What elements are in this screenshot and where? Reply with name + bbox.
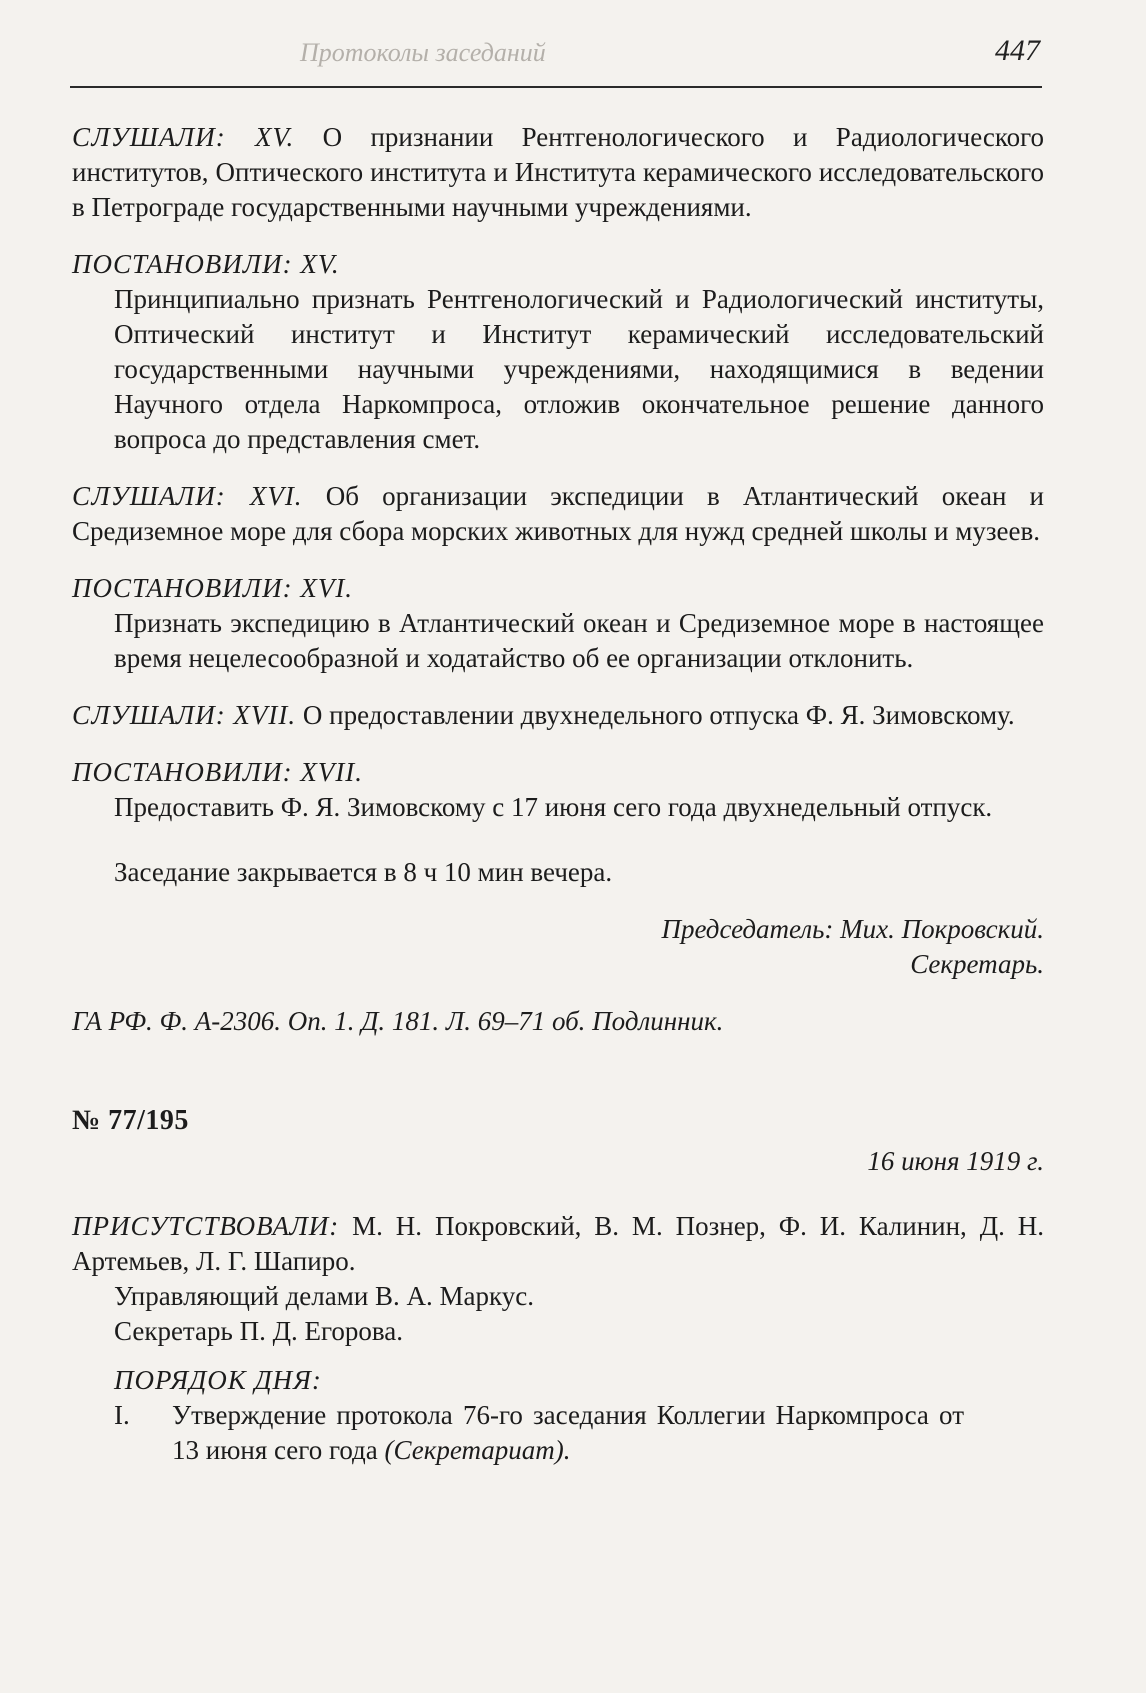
agenda-author: (Секретариат). [384, 1435, 571, 1465]
agenda-item-text [172, 1398, 1044, 1468]
agenda-text: Утверждение протокола 76-го заседания Коллегии Наркомпроса от 13 июня сего года [172, 1400, 964, 1465]
running-title: Протоколы заседаний [300, 38, 546, 67]
heard-label: СЛУШАЛИ: XVI. [72, 481, 303, 511]
present-label: ПРИСУТСТВОВАЛИ: [72, 1211, 340, 1241]
agenda-item-number: I. [114, 1400, 130, 1430]
page-number: 447 [995, 34, 1040, 67]
agenda-item [72, 1398, 1044, 1468]
resolved-text-xvi: Признать экспедицию в Атлантический океан и Средиземное море в настоящее время нецелесообразной и ходатайство об ее организации отклонить. [114, 608, 1044, 673]
heard-label: СЛУШАЛИ: XV. [72, 122, 295, 152]
secretary-signature: Секретарь. [910, 949, 1044, 979]
resolved-text-xv: Принципиально признать Рентгенологический и Радиологический институты, Оптический институт и Институт керамический исследовательский государственными научными учреждениями, находящимися в ведении Научного отдела Наркомпроса, отложив окончательное решение данного вопроса до представления смет. [114, 284, 1044, 454]
heard-label: СЛУШАЛИ: XVII. [72, 700, 297, 730]
document-date: 16 июня 1919 г. [867, 1146, 1044, 1176]
document-number: № 77/195 [72, 1105, 189, 1136]
resolved-label-xv: ПОСТАНОВИЛИ: XV. [72, 249, 340, 279]
resolved-label-xvii: ПОСТАНОВИЛИ: XVII. [72, 757, 364, 787]
resolved-label-xvi: ПОСТАНОВИЛИ: XVI. [72, 573, 354, 603]
archive-source: ГА РФ. Ф. А-2306. Оп. 1. Д. 181. Л. 69–71 об. Подлинник. [72, 1006, 724, 1036]
heard-text: Об организации экспедиции в Атлантический океан и Средиземное море для сбора морских животных для нужд средней школы и музеев. [72, 481, 1044, 546]
resolved-text-xvii: Предоставить Ф. Я. Зимовскому с 17 июня сего года двухнедельный отпуск. [114, 792, 993, 822]
agenda-label: ПОРЯДОК ДНЯ: [114, 1365, 322, 1395]
business-manager: Управляющий делами В. А. Маркус. [114, 1281, 535, 1311]
heard-xvii [72, 698, 1044, 733]
chairman-signature: Председатель: Мих. Покровский. [661, 914, 1044, 944]
meeting-secretary: Секретарь П. Д. Егорова. [114, 1316, 404, 1346]
document-body [72, 120, 1044, 1468]
heard-xvi [72, 479, 1044, 549]
heard-xv [72, 120, 1044, 225]
present-text: М. Н. Покровский, В. М. Познер, Ф. И. Калинин, Д. Н. Артемьев, Л. Г. Шапиро. [72, 1211, 1044, 1276]
header-rule [70, 86, 1042, 88]
present-list [72, 1209, 1044, 1279]
closing-statement: Заседание закрывается в 8 ч 10 мин вечера. [114, 857, 613, 887]
heard-text: О признании Рентгенологического и Радиологического институтов, Оптического института и Института керамического исследовательского в Петрограде государственными научными учреждениями. [72, 122, 1045, 222]
heard-text: О предоставлении двухнедельного отпуска Ф. Я. Зимовскому. [296, 700, 1015, 730]
